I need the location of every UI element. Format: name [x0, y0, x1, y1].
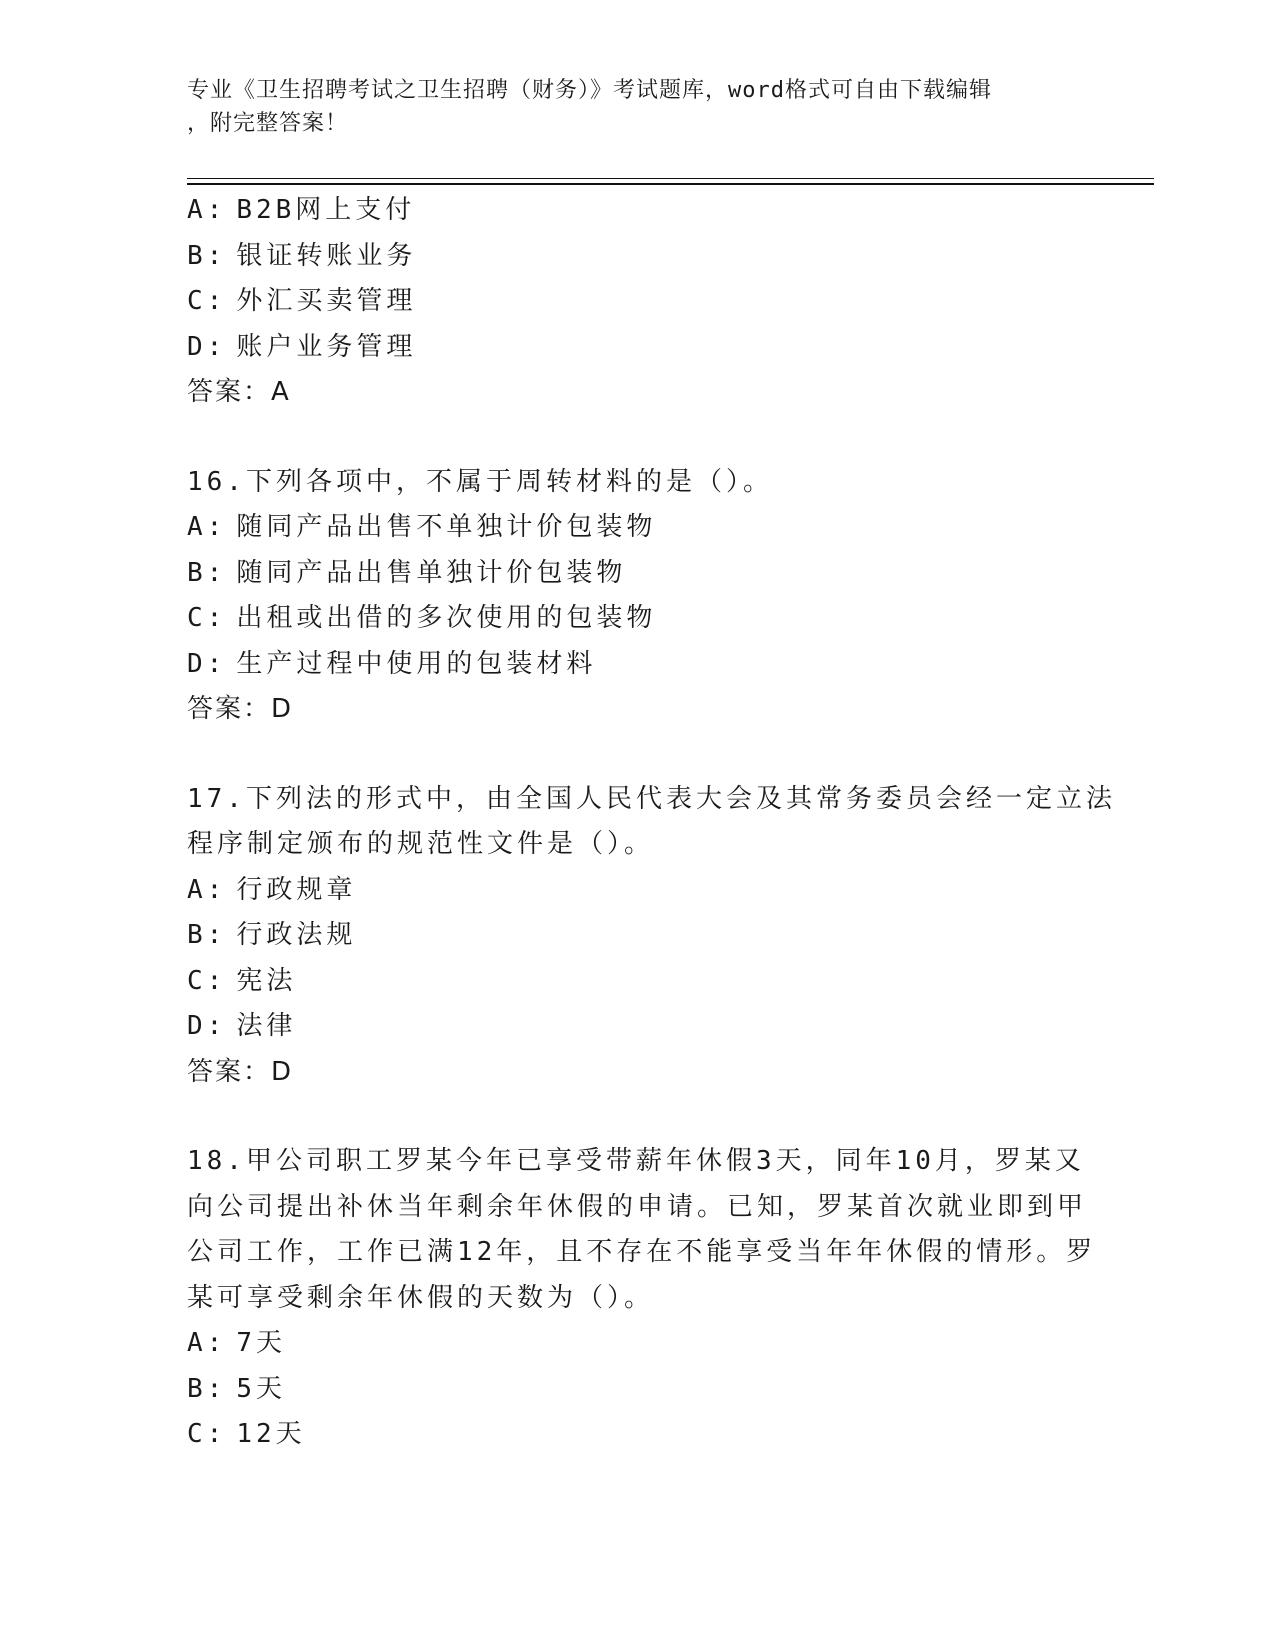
question-stem-line: 公司工作，工作已满12年，且不存在不能享受当年年休假的情形。罗 — [187, 1237, 1097, 1267]
question-15 — [187, 188, 1087, 416]
question-content — [187, 188, 1116, 1458]
question-stem: 16.下列各项中，不属于周转材料的是（）。 — [187, 466, 773, 497]
question-17 — [187, 777, 1116, 1096]
option-c: C: 宪法 — [187, 965, 297, 996]
option-b: B: 随同产品出售单独计价包装物 — [187, 557, 627, 588]
option-b: B: 行政法规 — [187, 920, 357, 950]
header-divider-thick — [187, 183, 1154, 185]
document-header — [187, 74, 1077, 140]
option-b: B: 银证转账业务 — [187, 240, 417, 271]
answer: 答案：D — [187, 694, 294, 724]
option-a: A: 行政规章 — [187, 874, 357, 905]
option-a: A: B2B网上支付 — [187, 195, 416, 225]
question-stem-line: 某可享受剩余年休假的天数为（）。 — [187, 1282, 655, 1313]
answer: 答案：D — [187, 1056, 294, 1087]
header-line-1: 专业《卫生招聘考试之卫生招聘（财务）》考试题库，word格式可自由下载编辑 — [187, 78, 992, 103]
option-d: D: 账户业务管理 — [187, 331, 417, 362]
question-stem-line: 向公司提出补休当年剩余年休假的申请。已知，罗某首次就业即到甲 — [187, 1191, 1088, 1222]
option-c: C: 出租或出借的多次使用的包装物 — [187, 603, 657, 633]
question-stem-line: 18.甲公司职工罗某今年已享受带薪年休假3天，同年10月，罗某又 — [187, 1146, 1085, 1176]
answer: 答案：A — [187, 377, 291, 407]
option-c: C: 外汇买卖管理 — [187, 286, 417, 316]
question-stem-line: 程序制定颁布的规范性文件是（）。 — [187, 829, 655, 859]
option-d: D: 法律 — [187, 1011, 297, 1041]
question-16 — [187, 460, 1087, 733]
header-line-2: ，附完整答案！ — [187, 111, 349, 136]
option-b: B: 5天 — [187, 1373, 286, 1404]
option-a: A: 随同产品出售不单独计价包装物 — [187, 512, 657, 542]
option-a: A: 7天 — [187, 1328, 286, 1358]
option-d: D: 生产过程中使用的包装材料 — [187, 648, 597, 679]
question-18 — [187, 1139, 1097, 1458]
question-stem-line: 17.下列法的形式中，由全国人民代表大会及其常务委员会经一定立法 — [187, 783, 1116, 814]
header-divider-thin — [187, 178, 1154, 179]
option-c: C: 12天 — [187, 1419, 306, 1449]
